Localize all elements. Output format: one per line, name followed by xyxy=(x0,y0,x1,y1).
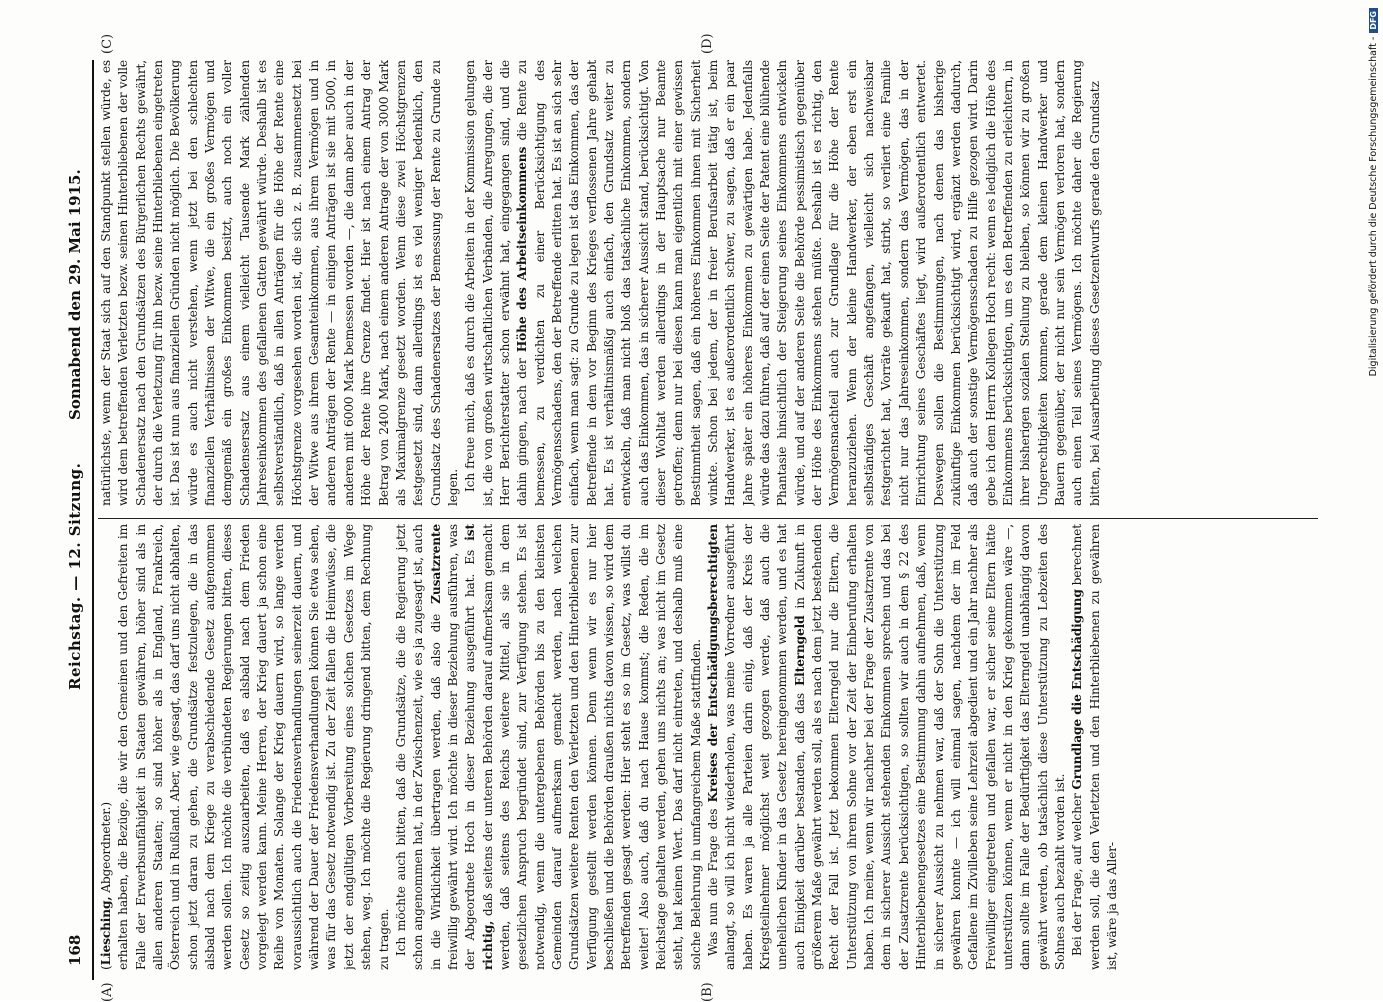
paragraph: Bei der Frage, auf welcher Grundlage die Entschädigung berechnet werden soll, die den Verletzten und den Hinterbliebenen zu gewähren ist, wäre ja das Aller- xyxy=(1070,524,1119,970)
column-divider xyxy=(98,518,1318,519)
paragraph: Ich freue mich, daß es durch die Arbeiten in der Kommission gelungen ist, die von großen wirtschaftlichen Verbänden, die Anregungen, die der Herr Berichterstatter schon erwähnt hat, eingegangen sind, und die dahin gingen, nach der Höhe des Arbeitseinkommens die Rente zu bemessen, zu verdichten zu einer Berücksichtigung des Vermögensschadens, den der Betreffende erlitten hat. Es ist an sich sehr einfach, wenn man sagt: zu Grunde zu legen ist das Einkommen, das der Betreffende in dem vor Beginn des Krieges verflossenen Jahre gehabt hat. Es ist verhältnismäßig auch einfach, den Grundsatz weiter zu entwickeln, daß man nicht bloß das tatsächliche Einkommen, sondern auch das Einkommen, das in sicherer Aussicht stand, berücksichtigt. Von dieser Wohltat werden allerdings in der Hauptsache nur Beamte getroffen; denn nur bei diesen kann man eigentlich mit einer gewissen Bestimmtheit sagen, daß ein höheres Einkommen ihnen mit Sicherheit winkte. Schon bei jedem, der in freier Berufsarbeit tätig ist, beim Handwerker, ist es außerordentlich schwer, zu sagen, daß er ein paar Jahre später ein höheres Einkommen zu gewärtigen habe. Jedenfalls würde das dazu führen, daß auf der einen Seite der Patent eine blühende Phantasie hinsichtlich der Steigerung seines Einkommens entwickeln würde, und auf der anderen Seite die Behörde pessimistisch gegenüber der Höhe des Einkommens stehen müßte. Deshalb ist es richtig, den Vermögensnachteil auch zur Grundlage für die Höhe der Rente heranzuziehen. Wenn der kleine Handwerker, der eben erst ein selbständiges Geschäft angefangen, vielleicht sich nachweisbar festgerichtet hat, Vorräte gekauft hat, stirbt, so verliert eine Familie nicht nur das Jahreseinkommen, sondern das Vermögen, das in der Einrichtung seines Geschäftes liegt, wird außerordentlich entwertet. Deswegen sollen die Bestimmungen, nach denen das bisherige zukünftige Einkommen berücksichtigt wird, ergänzt werden dadurch, daß auch der sonstige Vermögensschaden zu Hilfe gezogen wird. Darin gebe ich dem Herrn Kollegen Hoch recht: wenn es lediglich die Höhe des Einkommens berücksichtigen, um es den Betreffenden zu erleichtern, in ihrer bisherigen sozialen Stellung zu bleiben, so können wir zu großen Ungerechtigkeiten kommen, gerade dem kleinen Handwerker und Bauern gegenüber, der nicht nur sein Vermögen verloren hat, sondern auch einen Teil seines Vermögens. Ich möchte daher die Regierung bitten, bei Ausarbeitung dieses Gesetzentwurfs gerade den Grundsatz xyxy=(463,60,1102,506)
running-title: Reichstag. — 12. Sitzung. xyxy=(66,462,84,690)
bold-term: Elterngeld xyxy=(792,615,807,687)
margin-mark-a: (A) xyxy=(100,982,115,1002)
speaker-role: Abgeordneter.) xyxy=(99,802,113,893)
page-date: Sonnabend den 29. Mai 1915. xyxy=(66,169,84,420)
paragraph: Ich möchte auch bitten, daß die Grundsätze, die die Regierung jetzt schon angenommen hat, in der Zwischenzeit, wie es ja zugesagt ist, auch in die Wirklichkeit übertragen werden, daß also die Zusatzrente freiwillig gewährt wird. Ich möchte in dieser Beziehung ausführen, was der Abgeordnete Hoch in dieser Beziehung ausgeführt hat. Es ist richtig, daß seitens der unteren Behörden darauf aufmerksam gemacht werden, daß seitens des Reichs weitere Mittel, als sie in dem gesetzlichen Anspruch begründet sind, zur Verfügung stehen. Es ist notwendig, wenn die untergebenen Behörden bis zu den kleinsten Gemeinden darauf aufmerksam gemacht werden, nach welchen Grundsätzen weitere Renten den Verletzten und den Hinterbliebenen zur Verfügung gestellt werden können. Denn wenn wir es nur hier beschließen und die Behörden draußen nichts davon wissen, so wird dem Betreffenden gesagt werden: Hier steht es so im Gesetz, was willst du weiter! Also auch, daß du nach Hause kommst; die Reden, die im Reichstage gehalten werden, gehen uns nichts an; was nicht im Gesetz steht, hat keinen Wert. Das darf nicht eintreten, und deshalb muß eine solche Belehrung in umfangreichem Maße stattfinden. xyxy=(393,524,703,970)
digitization-credit xyxy=(1366,8,1380,992)
page-number: 168 xyxy=(66,934,84,966)
paragraph: (Liesching, Abgeordneter.) xyxy=(99,802,113,970)
margin-mark-d: (D) xyxy=(700,33,715,54)
bold-term: Höhe des Arbeitseinkommens xyxy=(515,146,530,353)
paragraph: Was nun die Frage des Kreises der Entschädigungsberechtigten anlangt, so will ich nicht wiederholen, was meine Vorredner ausgeführt haben. Es waren ja alle Parteien darin einig, daß der Kreis der Kriegsteilnehmer möglichst weit gezogen werde, daß auch die unehelichen Kinder in das Gesetz hereingenommen werden, und es hat auch Einigkeit darüber bestanden, daß das Elterngeld in Zukunft in größerem Maße gewährt werden soll, als es nach dem jetzt bestehenden Recht der Fall ist. Jetzt bekommen Elterngeld nur die Eltern, die Unterstützung von ihrem Sohne vor der Zeit der Einberufung erhalten haben. Ich meine, wenn wir nachher bei der Frage der Zusatzrente von dem in sicherer Aussicht stehenden Einkommen sprechen und das bei der Zusatzrente berücksichtigen, so sollten wir auch in dem § 22 des Hinterbliebenengesetzes eine Bestimmung dahin aufnehmen, daß, wenn in sicherer Aussicht zu nehmen war, daß der Sohn die Unterstützung gewähren konnte — ich will einmal sagen, nachdem der im Feld Gefallene im Zivilleben seine Lehrzeit abgedient und ein Jahr nachher als Freiwilliger eingetreten und gefallen war, er sicher seine Eltern hätte unterstützen können, wenn er nicht in den Krieg gekommen wäre —, dann sollte im Falle der Bedürftigkeit das Elterngeld unabhängig davon gewährt werden, ob tatsächlich diese Unterstützung zu Lebzeiten des Sohnes auch bezahlt worden ist. xyxy=(706,524,1067,970)
margin-mark-b: (B) xyxy=(700,982,715,1002)
dfg-logo: DFG xyxy=(1369,8,1378,33)
credit-text: Digitalisierung gefördert durch die Deutsche Forschungsgemeinschaft - xyxy=(1367,36,1379,377)
bold-term: Zusatzrente xyxy=(428,524,443,604)
bold-term: ist richtig, xyxy=(463,524,495,970)
page-header xyxy=(62,60,90,980)
right-column xyxy=(98,60,1318,506)
speaker-name: Liesching, xyxy=(99,896,113,966)
bold-term: Kreises der Entschädigungsberechtigten xyxy=(706,524,721,803)
bold-term: Grundlage die Entschädigung xyxy=(1070,589,1085,790)
paragraph: natürlichste, wenn der Staat sich auf den Standpunkt stellen würde, es wird dem betreffenden Verletzten bezw. seinen Hinterbliebenen der volle Schadenersatz nach den Grundsätzen des Bürgerlichen Rechts gewährt, der durch die Verletzung für ihn bezw. seine Hinterbliebenen eingetreten ist. Das ist nun aus finanziellen Gründen nicht möglich. Die Bevölkerung würde es auch nicht verstehen, wenn jetzt bei den schlechten finanziellen Verhältnissen der Witwe, die ein großes Vermögen und demgemäß ein großes Einkommen besitzt, auch noch ein voller Schadensersatz aus einem vielleicht Tausende Mark zählenden Jahreseinkommen des gefallenen Gatten gewährt würde. Deshalb ist es selbstverständlich, daß in allen Anträgen für die Höhe der Rente eine Höchstgrenze vorgesehen worden ist, die sich z. B. zusammensetzt bei der Witwe aus ihrem Gesamteinkommen, aus ihrem Vermögen und in anderen Anträgen der Rente — in einigen Anträgen ist sie mit 5000, in anderen mit 6000 Mark bemessen worden —, die dann aber auch in der Höhe der Rente ihre Grenze findet. Hier ist nach einem Antrag der Betrag von 2400 Mark, nach einem anderen Antrage der von 3000 Mark als Maximalgrenze gesetzt worden. Wenn diese zwei Höchstgrenzen festgesetzt sind, dann allerdings ist es viel weniger bedenklich, den Grundsatz des Schadenersatzes der Bemessung der Rente zu Grunde zu legen. xyxy=(99,60,460,506)
header-rule xyxy=(92,60,94,980)
margin-mark-c: (C) xyxy=(100,33,115,54)
paragraph: erhalten haben, die Bezüge, die wir den Gemeinen und den Gefreiten im Falle der Erwerbsunfähigkeit in Staaten gewähren, höher sind als in allen anderen Staaten; so sind höher als in England, Frankreich, Österreich und in Rußland. Aber, wie gesagt, das darf uns nicht abhalten, schon jetzt daran zu gehen, die Grundsätze festzulegen, die in das alsbald nach dem Kriege zu verabschiedende Gesetz aufgenommen werden sollen. Ich möchte die verbündeten Regierungen bitten, dieses Gesetz so zeitig auszuarbeiten, daß es alsbald nach dem Frieden vorgelegt werden kann. Meine Herren, der Krieg dauert ja schon eine Reihe von Monaten. Solange der Krieg dauern wird, so lange werden voraussichtlich auch die Friedensverhandlungen seinerzeit dauern, und während der Dauer der Friedensverhandlungen können Sie etwa sehen, was für das Gesetz notwendig ist. Zu der Zeit fallen die Heimwüsse, die jetzt der endgültigen Vorbereitung eines solchen Gesetzes im Wege stehen, weg. Ich möchte die Regierung dringend bitten, dem Rechnung zu tragen. xyxy=(116,524,391,970)
left-column xyxy=(98,524,1318,970)
